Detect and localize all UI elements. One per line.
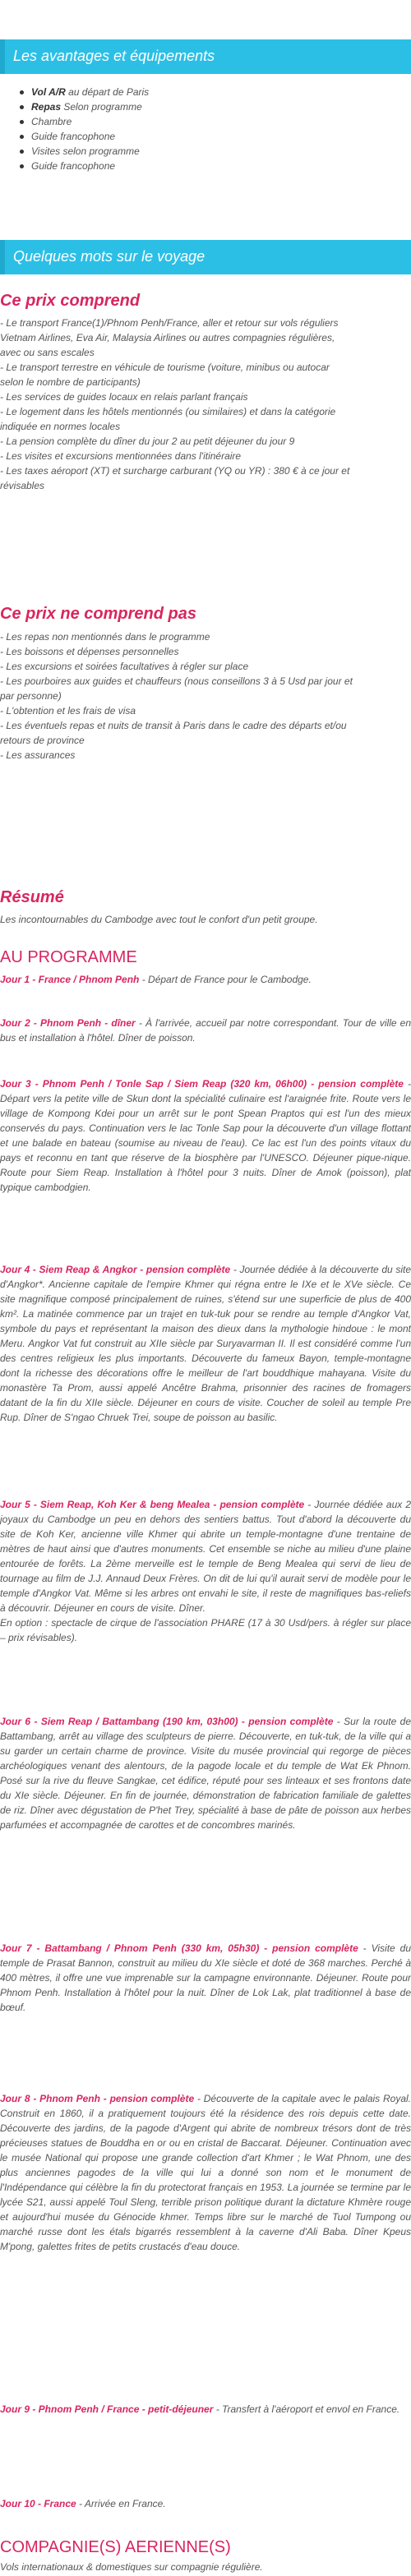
day-title: Jour 3 - Phnom Penh / Tonle Sap / Siem Reap (320 km, 06h00) - pension complète [0,1078,404,1090]
day-item [0,1076,411,1195]
ne-comprend-line: - Les repas non mentionnés dans le programme [0,631,210,643]
ne-comprend-line: - Les assurances [0,749,76,761]
day-text: - Découverte de la capitale avec le palais Royal. Construit en 1860, il a pratiquement toujours été la résidence des rois depuis cette date. Découverte des jardins, de la pagode d'Argent qui abrite de nombreux trésors dont de très précieuses statues de Bouddha en or ou en cristal de Baccarat. Déjeuner. Continuation avec le musée National qui propose une grande collection d'art Khmer ; le Wat Phnom, une des plus anciennes pagodes de la ville qui lui a donné son nom et le monument de l'Indépendance qui célèbre la fin du protectorat français en 1953. La journée se termine par le lycée S21, aussi appelé Toul Sleng, terrible prison politique durant la dictature Khmère rouge et aujourd'hui musée du Génocide khmer. Temps libre sur le marché de Tuol Tumpong ou marché russe dont les étals bigarrés ressemblent à la caverne d'Ali Baba. Dîner Kpeus M'pong, galettes frites de petits crustacés d'eau douce. [0,2093,411,2252]
comprend-title: Ce prix comprend [0,292,141,310]
day-title: Jour 2 - Phnom Penh - dîner [0,1017,136,1029]
day-title: Jour 8 - Phnom Penh - pension complète [0,2093,195,2104]
day-title: Jour 9 - Phnom Penh / France - petit-déjeuner [0,2403,214,2415]
day-text: - Départ de France pour le Cambodge. [139,974,312,985]
ne-comprend-line: - Les pourboires aux guides et chauffeurs (nous conseillons 3 à 5 Usd par jour et [0,675,353,687]
ne-comprend-line: - L'obtention et les frais de visa [0,705,136,717]
voyage-header [0,240,411,274]
day-title: Jour 1 - France / Phnom Penh [0,974,140,985]
list-item: Vol A/R au départ de Paris [16,85,395,99]
day-item [0,1941,411,2015]
day-text: - Transfert à l'aéroport et envol en France. [213,2403,400,2415]
day-text: - Visite du temple de Prasat Bannon, construit au milieu du XIe siècle et doté de 368 marches. Perché à 400 mètres, il offre une vue imprenable sur la campagne environnante. Déjeuner. Route pour Phnom Penh. Installation à l'hôtel pour la nuit. Dîner de Lok Lak, plat traditionnel à base de bœuf. [0,1942,411,2013]
list-item: Repas Selon programme [16,99,395,114]
resume-title: Résumé [0,888,64,906]
day-text: - Arrivée en France. [76,2498,166,2509]
day-item [0,2402,411,2417]
day-title: Jour 4 - Siem Reap & Angkor - pension complète [0,1264,231,1275]
day-text: - Départ vers la petite ville de Skun dont la spécialité culinaire est l'araignée frite. Route vers le village de Kompong Kdei pour un arrêt sur le pont Spean Praptos qui est l'un des mieux conservés du pays. Continuation vers le lac Tonle Sap pour la découverte d'un village flottant et une balade en bateau (soumise au niveau de l'eau). Ce lac est l'un des points vitaux du pays et reconnu en tant que réserve de la biosphère par l'UNESCO. Déjeuner pique-nique. Route pour Siem Reap. Installation à l'hôtel pour 3 nuits. Dîner de Amok (poisson), plat typique cambodgien. [0,1078,411,1193]
day-title: Jour 6 - Siem Reap / Battambang (190 km, 03h00) - pension complète [0,1716,334,1727]
list-item: Chambre [16,114,395,129]
comprend-line: selon le nombre de participants) [0,376,141,388]
day-text: - À l'arrivée, accueil par notre correspondant. Tour de ville en bus et installation à l'hôtel. Dîner de poisson. [0,1017,411,1044]
header-accent-bar [0,39,5,74]
ne-comprend-line: - Les boissons et dépenses personnelles [0,646,179,657]
day-text: - Journée dédiée à la découverte du site d'Angkor*. Ancienne capitale de l'empire Khmer qui régna entre le IXe et le XVe siècle. Ce site magnifique composé principalement de ruines, s'étend sur une superficie de plus de 400 km². La matinée commence par un trajet en tuk-tuk pour se rendre au temple d'Angkor Vat, symbole du pays et représentant la maison des dieux dans la mythologie hindoue : le mont Meru. Angkor Vat fut construit au XIIe siècle par Suryavarman II. Il est considéré comme l'un des centres religieux les plus importants. Découverte du fameux Bayon, temple-montagne dont la richesse des décorations offre le meilleur de l'art bouddhique mahayana. Visite du monastère Ta Prom, aussi appelé Ancêtre Brahma, prisonnier des racines de fromagers datant de la fin du XIIe siècle. Déjeuner en cours de visite. Coucher de soleil au temple Pre Rup. Dîner de S'ngao Chruek Trei, soupe de poisson au basilic. [0,1264,411,1423]
comprend-line: avec ou sans escales [0,347,95,358]
comprend-line: - Le transport terrestre en véhicule de tourisme (voiture, minibus ou autocar [0,362,330,373]
comprend-line: - Les services de guides locaux en relais parlant français [0,391,248,403]
day-item [0,1497,411,1645]
compagnie-title: COMPAGNIE(S) AERIENNE(S) [0,2538,231,2556]
resume-text: Les incontournables du Cambodge avec tout le confort d'un petit groupe. [0,914,318,925]
day-item [0,2496,411,2511]
comprend-list [0,316,411,493]
ne-comprend-line: - Les éventuels repas et nuits de transit à Paris dans le cadre des départs et/ou [0,720,347,731]
ne-comprend-line: - Les excursions et soirées facultatives à régler sur place [0,661,249,672]
comprend-line: Vietnam Airlines, Eva Air, Malaysia Airlines ou autres compagnies régulières, [0,332,335,343]
compagnie-text: Vols internationaux & domestiques sur compagnie régulière. [0,2561,263,2573]
list-item: Visites selon programme [16,144,395,159]
comprend-line: indiquée en normes locales [0,421,121,432]
ne-comprend-title: Ce prix ne comprend pas [0,605,196,623]
avantages-header [0,39,411,74]
voyage-title: Quelques mots sur le voyage [13,248,206,265]
day-item [0,1714,411,1832]
avantages-title: Les avantages et équipements [13,48,215,64]
comprend-line: révisables [0,480,45,491]
list-item: Guide francophone [16,159,395,173]
day-text: - Journée dédiée aux 2 joyaux du Cambodge un peu en dehors des sentiers battus. Tout d'abord la découverte du site de Koh Ker, ancienne ville Khmer qui abrite un temple-montagne d'une trentaine de mètres de haut ainsi que d'autres monuments. Cet ensemble se niche au milieu d'une plaine entourée de forêts. La 2ème merveille est le temple de Beng Mealea qui servi de lieu de tournage au film de J.J. Annaud Deux Frères. On dit de lui qu'il aurait servi de modèle pour le temple d'Angkor Vat. Même si les arbres ont envahi le site, il reste de magnifiques bas-reliefs à découvrir. Déjeuner en cours de visite. Dîner. En option : spectacle de cirque de l'association PHARE (17 à 30 Usd/pers. à régler sur place – prix révisables). [0,1499,411,1643]
day-item [0,2091,411,2254]
ne-comprend-list [0,629,411,763]
ne-comprend-line: par personne) [0,690,62,702]
comprend-line: - Le logement dans les hôtels mentionnés (ou similaires) et dans la catégorie [0,406,336,417]
comprend-line: - Le transport France(1)/Phnom Penh/France, aller et retour sur vols réguliers [0,317,339,329]
avantages-list [16,85,395,173]
programme-title: AU PROGRAMME [0,948,137,966]
comprend-line: - Les taxes aéroport (XT) et surcharge carburant (YQ ou YR) : 380 € à ce jour et [0,465,350,477]
day-title: Jour 5 - Siem Reap, Koh Ker & beng Mealea - pension complète [0,1499,305,1510]
header-accent-bar [0,240,5,274]
list-item: Guide francophone [16,129,395,144]
day-item [0,1262,411,1425]
ne-comprend-line: retours de province [0,735,85,746]
comprend-line: - Les visites et excursions mentionnées dans l'itinéraire [0,450,242,462]
day-item [0,1016,411,1045]
day-title: Jour 7 - Battambang / Phnom Penh (330 km, 05h30) - pension complète [0,1942,358,1954]
day-text: - Sur la route de Battambang, arrêt au village des sculpteurs de pierre. Découverte, en tuk-tuk, de la ville qui a su garder un certain charme de province. Visite du musée provincial qui regorge de pièces archéologiques venant des alentours, de la pagode locale et du temple de Wat Ek Phnom. Posé sur la rive du fleuve Sangkae, cet édifice, réputé pour ses linteaux et ses frontons date du XIe siècle. Déjeuner. En fin de journée, démonstration de fabrication familiale de galettes de riz. Dîner avec dégustation de P'het Trey, spécialité à base de pâte de poisson aux herbes parfumées et accompagnée de carottes et de concombres marinés. [0,1716,411,1831]
day-title: Jour 10 - France [0,2498,76,2509]
day-item [0,972,411,987]
comprend-line: - La pension complète du dîner du jour 2 au petit déjeuner du jour 9 [0,435,295,447]
